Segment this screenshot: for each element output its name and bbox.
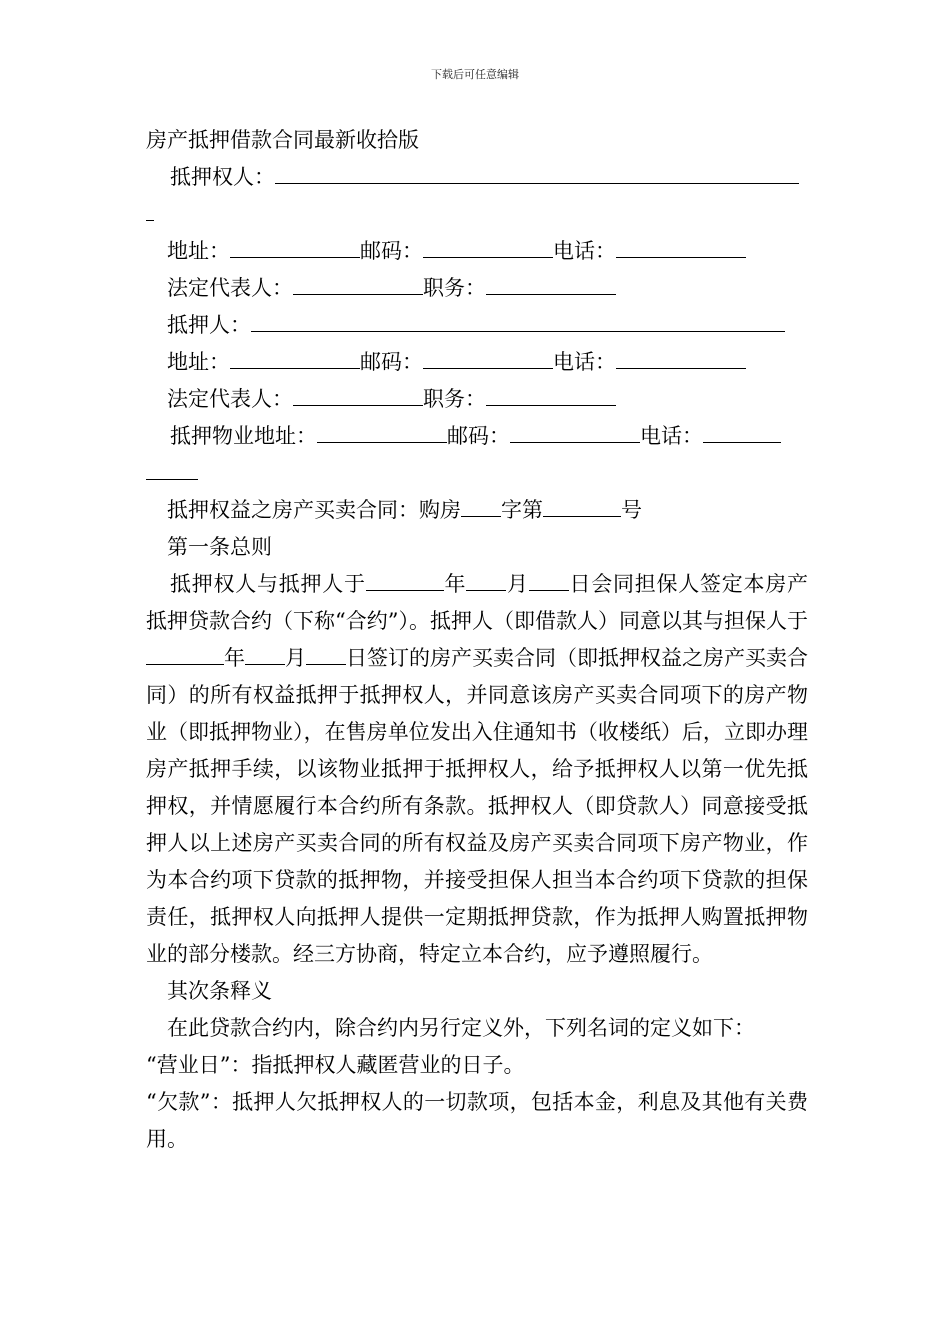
property-zip-blank[interactable] <box>510 420 640 443</box>
address-label: 地址： <box>167 239 230 263</box>
address-label: 地址： <box>167 350 230 374</box>
document-title: 房产抵押借款合同最新收拾版 <box>146 128 419 152</box>
contract-ref-line <box>146 492 808 529</box>
date-month-blank-1[interactable] <box>466 568 506 591</box>
property-phone-blank-cont[interactable] <box>146 457 198 480</box>
mortgagor-rep-blank[interactable] <box>293 383 423 406</box>
mortgagee-label: 抵押权人： <box>170 165 275 189</box>
mortgagor-zip-blank[interactable] <box>423 346 553 369</box>
date-month-blank-2[interactable] <box>245 642 285 665</box>
mortgagee-address-blank[interactable] <box>230 235 360 258</box>
article1-text-e: 年 <box>224 646 245 670</box>
property-phone-blank[interactable] <box>703 420 781 443</box>
contract-ref-prefix: 抵押权益之房产买卖合同：购房 <box>167 498 461 522</box>
article1-text-f: 月 <box>285 646 306 670</box>
mortgagee-line <box>146 159 808 196</box>
zip-label: 邮码： <box>360 239 423 263</box>
article1-text-a: 抵押权人与抵押人于 <box>170 572 366 596</box>
mortgagor-label: 抵押人： <box>167 313 251 337</box>
article1-text-g: 日签订的房产买卖合同（即抵押权益之房产买卖合同）的所有权益抵押于抵押权人，并同意该房产买卖合同项下的房产物业（即抵押物业），在售房单位发出入住通知书（收楼纸）后，立即办理房产抵押手续，以该物业抵押于抵押权人，给予抵押权人以第一优先抵押权，并情愿履行本合约所有条款。抵押权人（即贷款人）同意接受抵押人以上述房产买卖合同的所有权益及房产买卖合同项下房产物业，作为本合约项下贷款的抵押物，并接受担保人担当本合约项下贷款的担保责任，抵押权人向抵押人提供一定期抵押贷款，作为抵押人购置抵押物业的部分楼款。经三方协商，特定立本合约，应予遵照履行。 <box>146 646 808 966</box>
legal-rep-label: 法定代表人： <box>167 276 293 300</box>
mortgagee-position-blank[interactable] <box>486 272 616 295</box>
phone-label: 电话： <box>640 424 703 448</box>
definition-business-day: “营业日”：指抵押权人藏匿营业的日子。 <box>146 1053 525 1077</box>
phone-label: 电话： <box>553 239 616 263</box>
mortgagee-blank[interactable] <box>275 161 799 184</box>
position-label: 职务： <box>423 276 486 300</box>
mortgagor-line <box>146 307 808 344</box>
contract-ref-mid: 字第 <box>501 498 543 522</box>
date-day-blank-1[interactable] <box>529 568 569 591</box>
contract-ref-blank-1[interactable] <box>461 494 501 517</box>
mortgagee-rep-line <box>146 270 808 307</box>
mortgagee-address-line <box>146 233 808 270</box>
property-address-blank[interactable] <box>317 420 447 443</box>
definition-debt: “欠款”：抵押人欠抵押权人的一切款项，包括本金，利息及其他有关费用。 <box>146 1090 808 1151</box>
mortgagee-line-cont <box>146 196 808 233</box>
mortgagor-blank[interactable] <box>251 309 785 332</box>
mortgagee-blank-cont[interactable] <box>146 198 154 221</box>
phone-label: 电话： <box>553 350 616 374</box>
contract-body <box>146 122 808 1158</box>
property-phone-cont <box>146 455 808 492</box>
page-header-note: 下载后可任意编辑 <box>431 68 519 81</box>
zip-label: 邮码： <box>360 350 423 374</box>
mortgagor-rep-line <box>146 381 808 418</box>
article1-text-c: 月 <box>506 572 529 596</box>
article2-title: 其次条释义 <box>167 979 272 1003</box>
date-year-blank-2[interactable] <box>146 642 224 665</box>
property-address-line <box>146 418 808 455</box>
article1-text-d: 日会同担保人签定本房产抵押贷款合约（下称“合约”）。抵押人（即借款人）同意以其与担保人于 <box>146 572 808 633</box>
position-label: 职务： <box>423 387 486 411</box>
mortgagee-rep-blank[interactable] <box>293 272 423 295</box>
date-year-blank-1[interactable] <box>366 568 444 591</box>
zip-label: 邮码： <box>447 424 510 448</box>
mortgagee-phone-blank[interactable] <box>616 235 746 258</box>
contract-ref-blank-2[interactable] <box>543 494 621 517</box>
article1-title: 第一条总则 <box>167 535 272 559</box>
property-address-label: 抵押物业地址： <box>170 424 317 448</box>
date-day-blank-2[interactable] <box>306 642 346 665</box>
mortgagor-position-blank[interactable] <box>486 383 616 406</box>
mortgagor-phone-blank[interactable] <box>616 346 746 369</box>
mortgagor-address-line <box>146 344 808 381</box>
article2-intro: 在此贷款合约内，除合约内另行定义外，下列名词的定义如下： <box>167 1016 755 1040</box>
article1-text-b: 年 <box>443 572 467 596</box>
article1-paragraph <box>146 566 808 973</box>
mortgagee-zip-blank[interactable] <box>423 235 553 258</box>
mortgagor-address-blank[interactable] <box>230 346 360 369</box>
contract-ref-suffix: 号 <box>621 498 642 522</box>
legal-rep-label: 法定代表人： <box>167 387 293 411</box>
